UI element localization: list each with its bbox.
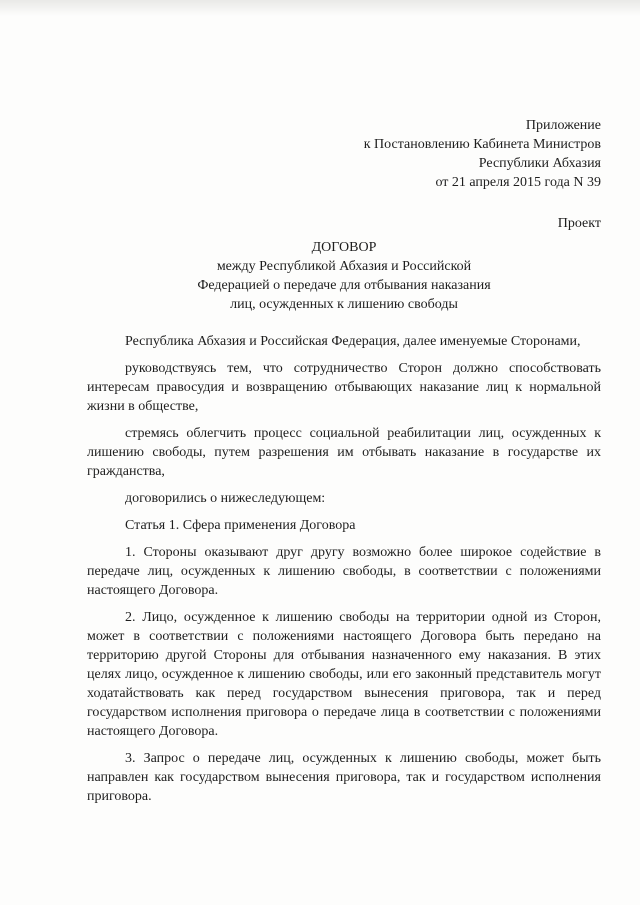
annex-line: к Постановлению Кабинета Министров (363, 137, 601, 152)
document-title (87, 238, 601, 314)
article-heading: Статья 1. Сфера применения Договора (125, 518, 356, 533)
body-paragraph: 1. Стороны оказывают друг другу возможно более широкое содействие в передаче лиц, осужденных к лишению свободы, в соответствии с положениями настоящего Договора. (87, 545, 601, 598)
annex-line: Республики Абхазия (478, 156, 601, 171)
title-line: Федерацией о передаче для отбывания наказания (197, 278, 491, 293)
body-paragraph: руководствуясь тем, что сотрудничество Сторон должно способствовать интересам правосудия и возвращению отбывающих наказание лиц к нормальной жизни в обществе, (87, 361, 601, 414)
body-paragraph: 3. Запрос о передаче лиц, осужденных к лишению свободы, может быть направлен как государством вынесения приговора, так и государством исполнения приговора. (87, 751, 601, 804)
title-line: между Республикой Абхазия и Российской (216, 259, 472, 274)
annex-line: Приложение (525, 118, 601, 133)
annex-block (87, 116, 601, 192)
draft-label: Проект (557, 216, 601, 231)
document-content (87, 116, 601, 806)
annex-line: от 21 апреля 2015 года N 39 (435, 175, 601, 190)
body-paragraph: Республика Абхазия и Российская Федерация, далее именуемые Сторонами, (125, 334, 581, 349)
body-paragraph: 2. Лицо, осужденное к лишению свободы на территории одной из Сторон, может в соответствии с положениями настоящего Договора быть передано на территорию другой Стороны для отбывания назначенного ему наказания. В этих целях лицо, осужденное к лишению свободы, или его законный представитель могут ходатайствовать как перед государством вынесения приговора, так и перед государством исполнения приговора о передаче лица в соответствии с положениями настоящего Договора. (87, 610, 601, 739)
body-paragraph: стремясь облегчить процесс социальной реабилитации лиц, осужденных к лишению свободы, путем разрешения им отбывать наказание в государстве их гражданства, (87, 426, 601, 479)
title-line: лиц, осужденных к лишению свободы (230, 297, 458, 312)
title-line-main: ДОГОВОР (311, 240, 377, 255)
body-paragraph: договорились о нижеследующем: (125, 491, 326, 506)
